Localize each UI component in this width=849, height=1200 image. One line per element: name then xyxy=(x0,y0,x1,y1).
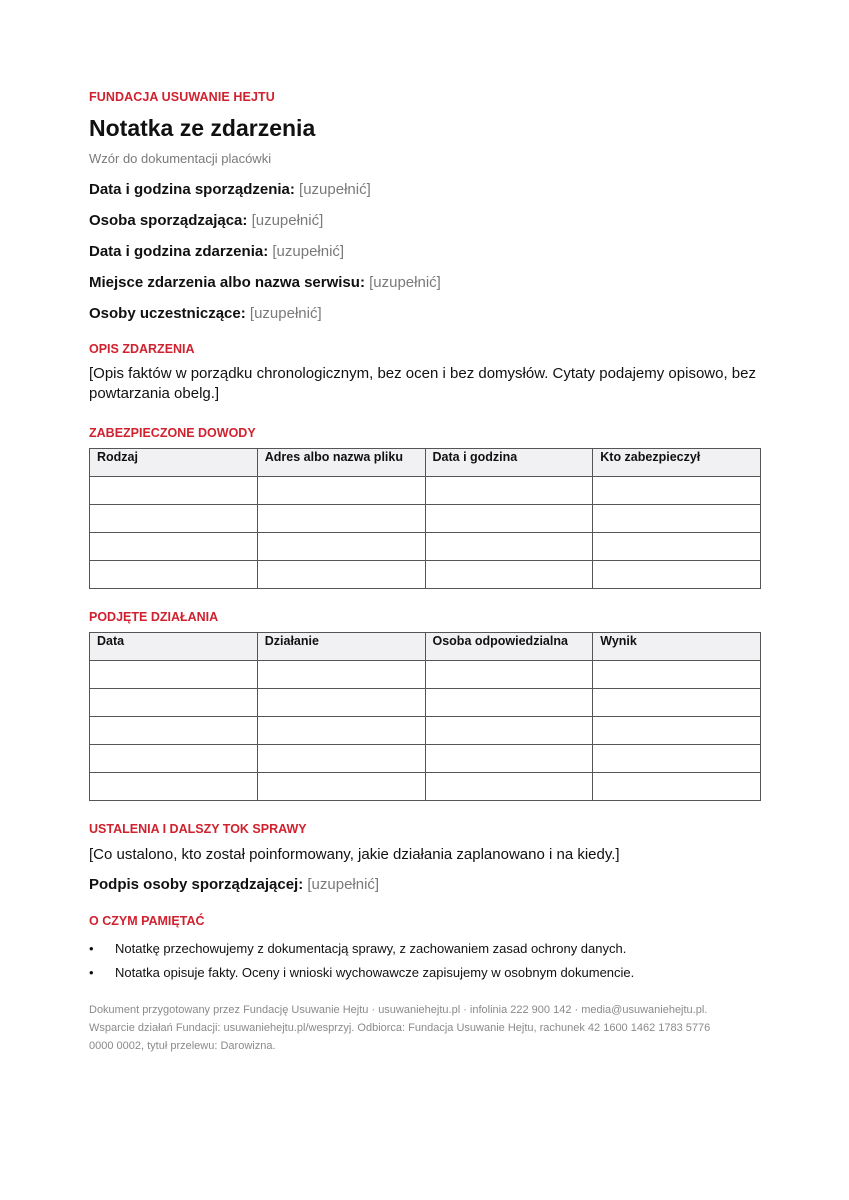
table-cell xyxy=(425,561,593,589)
table-cell xyxy=(425,717,593,745)
section-heading-evidence: ZABEZPIECZONE DOWODY xyxy=(89,426,256,440)
table-cell xyxy=(425,533,593,561)
footer-line: Wsparcie działań Fundacji: usuwaniehejtu.pl/wesprzyj. Odbiorca: Fundacja Usuwanie Hejtu, rachunek 42 1600 1462 1783 5776 xyxy=(89,1022,711,1034)
table-cell xyxy=(90,477,258,505)
table-cell xyxy=(425,773,593,801)
table-row xyxy=(90,533,761,561)
field-label: Osoby uczestniczące: xyxy=(89,305,246,322)
field-value: [uzupełnić] xyxy=(299,181,371,198)
list-item-text: Notatka opisuje fakty. Oceny i wnioski wychowawcze zapisujemy w osobnym dokumencie. xyxy=(115,965,635,980)
table-cell xyxy=(90,561,258,589)
column-header: Wynik xyxy=(593,633,761,661)
column-header: Osoba odpowiedzialna xyxy=(425,633,593,661)
list-item xyxy=(89,965,760,981)
table-cell xyxy=(90,717,258,745)
table-cell xyxy=(90,533,258,561)
table-cell xyxy=(425,661,593,689)
section-heading-notes: O CZYM PAMIĘTAĆ xyxy=(89,914,205,928)
table-row xyxy=(90,661,761,689)
table-cell xyxy=(90,689,258,717)
table-cell xyxy=(257,533,425,561)
field-value: [uzupełnić] xyxy=(251,212,324,229)
table-cell xyxy=(593,505,761,533)
actions-table xyxy=(89,632,761,801)
column-header: Data i godzina xyxy=(425,449,593,477)
table-header-row xyxy=(90,633,761,661)
metadata-fields xyxy=(89,181,760,323)
table-cell xyxy=(425,689,593,717)
findings-text: [Co ustalono, kto został poinformowany, jakie działania zaplanowano i na kiedy.] xyxy=(89,846,620,863)
field-prepared-by xyxy=(89,212,760,230)
list-item xyxy=(89,941,760,957)
document-subtitle: Wzór do dokumentacji placówki xyxy=(89,151,272,166)
column-header: Kto zabezpieczył xyxy=(593,449,761,477)
table-cell xyxy=(593,661,761,689)
field-label: Osoba sporządzająca: xyxy=(89,212,248,229)
field-prepared-datetime xyxy=(89,181,760,199)
table-cell xyxy=(257,661,425,689)
field-event-place xyxy=(89,274,760,292)
table-cell xyxy=(90,773,258,801)
table-cell xyxy=(593,745,761,773)
footer-line: Dokument przygotowany przez Fundację Usuwanie Hejtu · usuwaniehejtu.pl · infolinia 222 900 142 · media@usuwaniehejtu.pl. xyxy=(89,1004,708,1016)
table-cell xyxy=(257,477,425,505)
table-cell xyxy=(257,689,425,717)
field-value: [uzupełnić] xyxy=(369,274,441,291)
table-cell xyxy=(90,505,258,533)
table-cell xyxy=(90,661,258,689)
table-header-row xyxy=(90,449,761,477)
footer-line: 0000 0002, tytuł przelewu: Darowizna. xyxy=(89,1040,276,1052)
field-event-datetime xyxy=(89,243,760,261)
table-cell xyxy=(425,745,593,773)
table-cell xyxy=(257,773,425,801)
table-row xyxy=(90,717,761,745)
table-cell xyxy=(425,477,593,505)
table-cell xyxy=(257,717,425,745)
description-text: [Opis faktów w porządku chronologicznym, bez ocen i bez domysłów. Cytaty podajemy opisowo, bez powtarzania obelg.] xyxy=(89,365,756,402)
column-header: Działanie xyxy=(257,633,425,661)
field-label: Miejsce zdarzenia albo nazwa serwisu: xyxy=(89,274,365,291)
column-header: Rodzaj xyxy=(90,449,258,477)
list-item-text: Notatkę przechowujemy z dokumentacją sprawy, z zachowaniem zasad ochrony danych. xyxy=(115,941,627,956)
column-header: Data xyxy=(90,633,258,661)
organization-name: FUNDACJA USUWANIE HEJTU xyxy=(89,90,275,104)
table-row xyxy=(90,745,761,773)
notes-list xyxy=(89,941,760,981)
field-value: [uzupełnić] xyxy=(272,243,345,260)
bullet-icon: • xyxy=(89,941,94,956)
table-cell xyxy=(593,689,761,717)
evidence-table xyxy=(89,448,761,589)
table-cell xyxy=(257,745,425,773)
table-cell xyxy=(425,505,593,533)
document-footer xyxy=(89,1001,760,1055)
column-header: Adres albo nazwa pliku xyxy=(257,449,425,477)
bullet-icon: • xyxy=(89,965,94,980)
section-heading-actions: PODJĘTE DZIAŁANIA xyxy=(89,610,219,624)
signature-field xyxy=(89,876,760,894)
table-cell xyxy=(90,745,258,773)
table-cell xyxy=(593,773,761,801)
field-label: Data i godzina zdarzenia: xyxy=(89,243,269,260)
signature-label: Podpis osoby sporządzającej: xyxy=(89,876,304,893)
table-cell xyxy=(593,717,761,745)
field-value: [uzupełnić] xyxy=(249,305,322,322)
table-row xyxy=(90,505,761,533)
table-row xyxy=(90,477,761,505)
document-title: Notatka ze zdarzenia xyxy=(89,115,316,141)
table-row xyxy=(90,561,761,589)
section-heading-description: OPIS ZDARZENIA xyxy=(89,342,195,356)
section-heading-findings: USTALENIA I DALSZY TOK SPRAWY xyxy=(89,822,307,836)
table-cell xyxy=(257,561,425,589)
table-cell xyxy=(593,533,761,561)
table-cell xyxy=(593,561,761,589)
field-label: Data i godzina sporządzenia: xyxy=(89,181,295,198)
table-row xyxy=(90,773,761,801)
table-cell xyxy=(593,477,761,505)
field-participants xyxy=(89,305,760,323)
signature-value: [uzupełnić] xyxy=(307,876,380,893)
table-row xyxy=(90,689,761,717)
table-cell xyxy=(257,505,425,533)
